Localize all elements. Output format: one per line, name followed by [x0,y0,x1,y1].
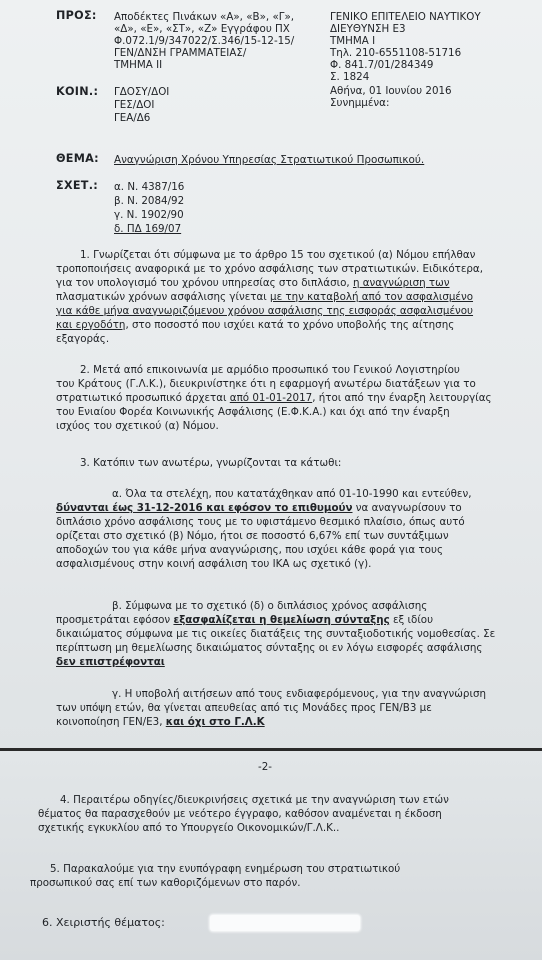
paragraph-3c-line: των υπόψη ετών, θα γίνεται απευθείας από τις Μονάδες προς ΓΕΝ/Β3 με [56,702,432,714]
sender-date: Αθήνα, 01 Ιουνίου 2016 [330,85,452,97]
paragraph-3a-line: ορίζεται στο σχετικό (β) Νόμο, ήτοι σε ποσοστό 6,67% επί των συντάξιμων [56,530,449,542]
redaction-mark [210,915,360,931]
paragraph-4-line: σχετικής εγκυκλίου από το Υπουργείο Οικονομικών/Γ.Λ.Κ.. [38,822,340,834]
koin-line: ΓΔΟΣΥ/ΔΟΙ [114,86,170,98]
paragraph-3b-line: περίπτωση μη θεμελίωσης δικαιώματος σύνταξης οι εν λόγω εισφορές ασφάλισης [56,642,483,654]
paragraph-3c-line: γ. Η υποβολή αιτήσεων από τους ενδιαφερόμενους, για την αναγνώριση [112,688,487,700]
paragraph-3a-line: διπλάσιο χρόνο ασφάλισης τους με το υφιστάμενο θεσμικό πλαίσιο, όπως αυτό [56,516,465,528]
reference-line: δ. ΠΔ 169/07 [114,223,182,235]
reference-line: γ. Ν. 1902/90 [114,209,184,221]
paragraph-5-line: 5. Παρακαλούμε για την ενυπόγραφη ενημέρωση του στρατιωτικού [50,863,401,875]
paragraph-1-line: πλασματικών χρόνων ασφάλισης γίνεται με την καταβολή από τον ασφαλισμένο [56,291,474,303]
document-page-2 [0,751,542,960]
paragraph-3b-line: β. Σύμφωνα με το σχετικό (δ) ο διπλάσιος χρόνος ασφάλισης [112,600,428,612]
paragraph-3b-line: δικαιώματος σύμφωνα με τις οικείες διατάξεις της συνταξιοδοτικής νομοθεσίας. Σε [56,628,496,640]
paragraph-3a-line: αποδοχών του για κάθε μήνα αναγνώρισης, που ισχύει κάθε φορά για τους [56,544,443,556]
thema-label: ΘΕΜΑ: [56,152,99,165]
pros-line: Φ.072.1/9/347022/Σ.346/15-12-15/ [114,35,295,47]
sender-line: Σ. 1824 [330,71,370,83]
paragraph-1-line: για κάθε μήνα αναγνωριζόμενου χρόνου ασφάλισης της εισφοράς ασφαλισμένου [56,305,474,317]
paragraph-3-intro: 3. Κατόπιν των ανωτέρω, γνωρίζονται τα κάτωθι: [80,457,342,469]
page-number: -2- [258,761,272,773]
paragraph-5-line: προσωπικού σας επί των καθοριζόμενων στο παρόν. [30,877,301,889]
sender-attachments: Συνημμένα: [330,97,390,109]
paragraph-4-line: 4. Περαιτέρω οδηγίες/διευκρινήσεις σχετικά με την αναγνώριση των ετών [60,794,449,806]
paragraph-2-line: του Ενιαίου Φορέα Κοινωνικής Ασφάλισης (Ε.Φ.Κ.Α.) και όχι από την έναρξη [56,406,450,418]
paragraph-2-line: στρατιωτικό προσωπικό άρχεται από 01-01-2017, ήτοι από την έναρξη λειτουργίας [56,392,492,404]
pros-label: ΠΡΟΣ: [56,9,97,22]
pros-line: ΓΕΝ/ΔΝΣΗ ΓΡΑΜΜΑΤΕΙΑΣ/ [114,47,247,59]
pros-line: ΤΜΗΜΑ ΙΙ [114,59,163,71]
paragraph-3a-line: δύνανται έως 31-12-2016 και εφόσον το επιθυμούν να αναγνωρίσουν το [56,502,462,514]
paragraph-1-line: τροποποιήσεις αναφορικά με το χρόνο ασφάλισης των στρατιωτικών. Ειδικότερα, [56,263,483,275]
reference-line: α. Ν. 4387/16 [114,181,185,193]
paragraph-2-line: ισχύος του σχετικού (α) Νόμου. [56,420,219,432]
sender-line: Τηλ. 210-6551108-51716 [330,47,462,59]
paragraph-3a-line: α. Όλα τα στελέχη, που κατατάχθηκαν από 01-10-1990 και εντεύθεν, [112,488,472,500]
paragraph-4-line: θέματος θα παρασχεθούν με νεότερο έγγραφο, καθόσον αναμένεται η έκδοση [38,808,442,820]
paragraph-2-line: 2. Μετά από επικοινωνία με αρμόδιο προσωπικό του Γενικού Λογιστηρίου [80,364,460,376]
reference-line: β. Ν. 2084/92 [114,195,185,207]
pros-line: «Δ», «Ε», «ΣΤ», «Ζ» Εγγράφου ΠΧ [114,23,290,35]
sender-line: ΓΕΝΙΚΟ ΕΠΙΤΕΛΕΙΟ ΝΑΥΤΙΚΟΥ [330,11,481,23]
pros-line: Αποδέκτες Πινάκων «Α», «Β», «Γ», [114,11,295,23]
koin-label: ΚΟΙΝ.: [56,85,99,98]
paragraph-3b-line: προσμετράται εφόσον εξασφαλίζεται η θεμελίωση σύνταξης εξ ιδίου [56,614,434,626]
sender-line: ΤΜΗΜΑ Ι [330,35,376,47]
paragraph-1-line: εξαγοράς. [56,333,110,345]
paragraph-6-line: 6. Χειριστής θέματος: [42,916,165,929]
paragraph-1-line: για τον υπολογισμό του χρόνου υπηρεσίας στο διπλάσιο, η αναγνώριση των [56,277,450,289]
sxet-label: ΣΧΕΤ.: [56,179,99,192]
paragraph-1-line: και εργοδότη, στο ποσοστό που ισχύει κατά το χρόνο υποβολής της αίτησης [56,319,455,331]
koin-line: ΓΕΣ/ΔΟΙ [114,99,155,111]
koin-line: ΓΕΑ/Δ6 [114,112,151,124]
sender-line: ΔΙΕΥΘΥΝΣΗ Ε3 [330,23,406,35]
paragraph-3a-line: ασφαλισμένους στην κοινή ασφάλιση του ΙΚΑ ως σχετικό (γ). [56,558,372,570]
paragraph-3b-line: δεν επιστρέφονται [56,656,165,668]
paragraph-3c-line: κοινοποίηση ΓΕΝ/Ε3, και όχι στο Γ.Λ.Κ [56,716,265,728]
subject-text: Αναγνώριση Χρόνου Υπηρεσίας Στρατιωτικού Προσωπικού. [114,154,425,166]
sender-line: Φ. 841.7/01/284349 [330,59,434,71]
paragraph-2-line: του Κράτους (Γ.Λ.Κ.), διευκρινίστηκε ότι η εφαρμογή ανωτέρω διατάξεων για το [56,378,476,390]
paragraph-1-line: 1. Γνωρίζεται ότι σύμφωνα με το άρθρο 15 του σχετικού (α) Νόμου επήλθαν [80,249,476,261]
